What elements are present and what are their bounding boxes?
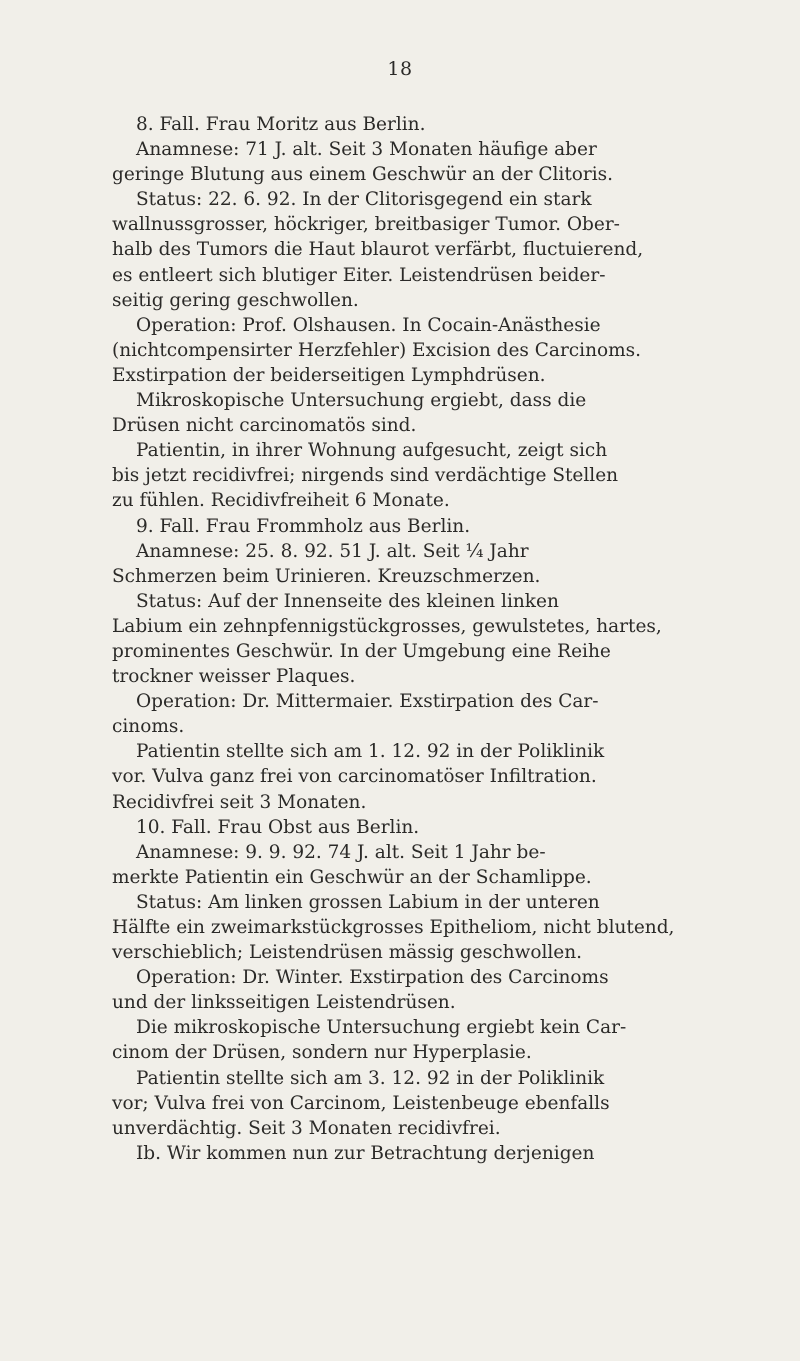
text-line: Operation: Dr. Winter. Exstirpation des Carcinoms [136, 967, 609, 989]
text-line: 8. Fall. Frau Moritz aus Berlin. [136, 114, 426, 135]
text-line: Anamnese: 25. 8. 92. 51 J. alt. Seit ¼ Jahr [136, 540, 529, 562]
text-line: cinom der Drüsen, sondern nur Hyperplasie. [112, 1042, 532, 1064]
text-line: und der linksseitigen Leistendrüsen. [112, 992, 456, 1014]
text-line: 10. Fall. Frau Obst aus Berlin. [136, 816, 420, 838]
text-line: Patientin stellte sich am 1. 12. 92 in der Poliklinik [136, 741, 605, 763]
text-line: zu fühlen. Recidivfreiheit 6 Monate. [112, 490, 450, 512]
text-line: Recidivfrei seit 3 Monaten. [112, 791, 367, 813]
text-line: Anamnese: 9. 9. 92. 74 J. alt. Seit 1 Jahr be- [136, 841, 546, 863]
text-line: es entleert sich blutiger Eiter. Leistendrüsen beider- [112, 264, 606, 286]
text-line: Patientin stellte sich am 3. 12. 92 in der Poliklinik [136, 1067, 605, 1089]
text-line: wallnussgrosser, höckriger, breitbasiger Tumor. Ober- [112, 214, 620, 236]
text-line: Anamnese: 71 J. alt. Seit 3 Monaten häufige aber [136, 139, 597, 161]
text-line: Operation: Dr. Mittermaier. Exstirpation des Car- [136, 691, 599, 713]
text-line: 9. Fall. Frau Frommholz aus Berlin. [136, 515, 471, 537]
body-text [112, 112, 800, 1166]
text-line: Die mikroskopische Untersuchung ergiebt kein Car- [136, 1017, 627, 1039]
text-line: trockner weisser Plaques. [112, 666, 356, 688]
text-line: Hälfte ein zweimarkstückgrosses Epitheliom, nicht blutend, [112, 917, 675, 938]
text-line: (nichtcompensirter Herzfehler) Excision des Carcinoms. [112, 339, 642, 361]
text-line: Exstirpation der beiderseitigen Lymphdrüsen. [112, 364, 546, 386]
page-number: 18 [387, 58, 413, 80]
text-line: Mikroskopische Untersuchung ergiebt, dass die [136, 390, 587, 412]
text-line: Patientin, in ihrer Wohnung aufgesucht, zeigt sich [136, 440, 608, 462]
text-line: Drüsen nicht carcinomatös sind. [112, 415, 417, 437]
text-line: Ib. Wir kommen nun zur Betrachtung derjenigen [136, 1142, 595, 1164]
text-line: seitig gering geschwollen. [112, 289, 359, 311]
text-line: prominentes Geschwür. In der Umgebung eine Reihe [112, 640, 611, 662]
text-line: unverdächtig. Seit 3 Monaten recidivfrei. [112, 1117, 501, 1139]
text-line: Labium ein zehnpfennigstückgrosses, gewulstetes, hartes, [112, 615, 662, 637]
text-line: verschieblich; Leistendrüsen mässig geschwollen. [112, 942, 583, 964]
text-line: Schmerzen beim Urinieren. Kreuzschmerzen. [112, 565, 541, 587]
text-line: geringe Blutung aus einem Geschwür an der Clitoris. [112, 164, 614, 186]
text-line: Operation: Prof. Olshausen. In Cocain-Anästhesie [136, 314, 601, 336]
text-line: merkte Patientin ein Geschwür an der Schamlippe. [112, 866, 592, 888]
text-line: Status: Am linken grossen Labium in der unteren [136, 891, 600, 913]
text-line: Status: Auf der Innenseite des kleinen linken [136, 590, 559, 612]
text-line: bis jetzt recidivfrei; nirgends sind verdächtige Stellen [112, 465, 619, 487]
text-line: Status: 22. 6. 92. In der Clitorisgegend ein stark [136, 189, 592, 211]
text-line: vor; Vulva frei von Carcinom, Leistenbeuge ebenfalls [112, 1092, 610, 1114]
text-line: cinoms. [112, 716, 185, 738]
text-line: vor. Vulva ganz frei von carcinomatöser Infiltration. [112, 766, 597, 788]
text-line: halb des Tumors die Haut blaurot verfärbt, fluctuierend, [112, 239, 644, 261]
